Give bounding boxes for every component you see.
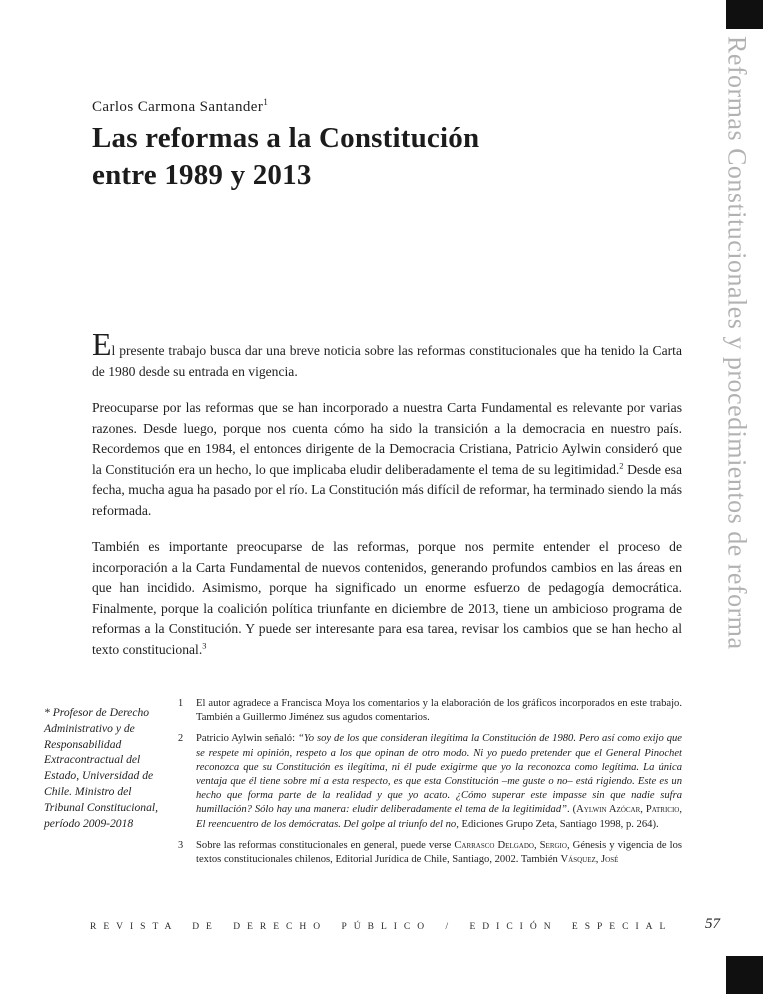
footnote-3 <box>178 839 682 867</box>
bottom-corner-mark <box>726 956 763 994</box>
paragraph-2 <box>92 398 682 521</box>
footnote-3-author: Carrasco Delgado, Sergio <box>454 839 567 851</box>
author-footnote-ref: 1 <box>263 98 269 108</box>
article-title <box>92 120 479 194</box>
footnotes-block <box>178 697 682 874</box>
paragraph-2-text: Preocuparse por las reformas que se han incorporado a nuestra Carta Fundamental es relevante por varias razones. Desde luego, porque nos cuenta cómo ha sido la transición a la democracia en nuestro país. Recordemos que en 1984, el entonces dirigente de la Democracia Cristiana, Patricio Aylwin consideró que la Constitución era un hecho, lo que implicaba eludir deliberadamente el tema de su legitimidad. <box>92 400 682 477</box>
footnote-1-number: 1 <box>178 698 184 709</box>
title-line-2: entre 1989 y 2013 <box>92 159 312 191</box>
author-affiliation-note: * Profesor de Derecho Administrativo y de Responsabilidad Extracontractual del Estado, Universidad de Chile. Ministro del Tribunal Constitucional, período 2009-2018 <box>44 706 159 830</box>
footnote-2 <box>178 732 682 831</box>
title-line-1: Las reformas a la Constitución <box>92 122 480 154</box>
footnote-3-mid: , Génesis y vigencia de los textos constitucionales chilenos, Editorial Jurídica de Chile, Santiago, 2002. También <box>196 839 682 866</box>
journal-name: REVISTA DE DERECHO PÚBLICO / EDICIÓN ESPECIAL <box>90 922 673 932</box>
page-footer <box>0 916 768 942</box>
footnote-2-author: Aylwin Azócar, Patricio <box>576 804 680 816</box>
footnote-2-tail: , Ediciones Grupo Zeta, Santiago 1998, p. 264). <box>456 818 659 830</box>
page-number: 57 <box>705 916 720 932</box>
paragraph-3-text: También es importante preocuparse de las reformas, porque nos permite entender el proceso de incorporación a la Carta Fundamental de nuevos contenidos, generando profundos cambios en las áreas en que han incidido. Asimismo, porque ha significado un enorme esfuerzo de pedagogía democrática. Finalmente, porque la coalición política triunfante en diciembre de 2013, tiene un ambicioso programa de reformas a la Constitución. Y puede ser interesante para esa tarea, revisar los cambios que se han hecho al texto constitucional. <box>92 539 682 657</box>
drop-cap: E <box>92 326 112 362</box>
footnote-2-book-title: El reencuentro de los demócratas. Del golpe al triunfo del no <box>196 818 457 830</box>
footnote-ref-3: 3 <box>202 639 207 650</box>
paragraph-1 <box>92 326 682 382</box>
footnote-1-text: El autor agradece a Francisca Moya los comentarios y la elaboración de los gráficos incorporados en este trabajo. También a Guillermo Jiménez sus agudos comentarios. <box>196 698 682 724</box>
footnote-2-quote: “Yo soy de los que consideran ilegítima la Constitución de 1980. Pero así como exijo que se respete mi opinión, respeto a los que opinan de otro modo. Ni yo puedo pretender que el General Pinochet reconozca que su Constitución es ilegítima, ni él pude exigirme que yo la reconozca como legítima. La única ventaja que él tiene sobre mí a esta respecto, es que esta Constitución –me guste o no– está rigiendo. Este es un hecho que forma parte de la realidad y que yo acato. ¿Cómo superar este impasse sin que nadie sufra humillación? Sólo hay una manera: eludir deliberadamente el tema de la legitimidad” <box>196 733 682 816</box>
footnote-2-number: 2 <box>178 733 184 745</box>
section-vertical-title: Reformas Constitucionales y procedimientos de reforma <box>722 36 752 650</box>
author-line <box>92 99 268 116</box>
footnote-ref-2: 2 <box>619 459 624 470</box>
footnote-3-number: 3 <box>178 839 184 851</box>
footnote-3-text <box>196 839 682 867</box>
top-corner-mark <box>726 0 763 29</box>
footnote-2-mid: . ( <box>567 804 577 816</box>
footnote-2-sep: , <box>679 804 682 816</box>
footnote-3-author-2: Vásquez, José <box>560 854 619 866</box>
footnote-3-lead: Sobre las reformas constitucionales en general, puede verse <box>196 839 455 851</box>
author-name: Carlos Carmona Santander <box>92 99 264 115</box>
article-body <box>92 326 682 676</box>
footnote-2-text <box>196 732 682 831</box>
paragraph-3 <box>92 537 682 660</box>
footnote-1 <box>178 697 682 725</box>
footnote-2-lead: Patricio Aylwin señaló: <box>196 733 298 745</box>
paragraph-1-text: l presente trabajo busca dar una breve noticia sobre las reformas constitucionales que ha tenido la Carta de 1980 desde su entrada en vigencia. <box>92 343 682 379</box>
paragraph-2-text-after: Desde esa fecha, mucha agua ha pasado por el río. La Constitución más difícil de reformar, ha terminado siendo la más reformada. <box>92 461 682 518</box>
